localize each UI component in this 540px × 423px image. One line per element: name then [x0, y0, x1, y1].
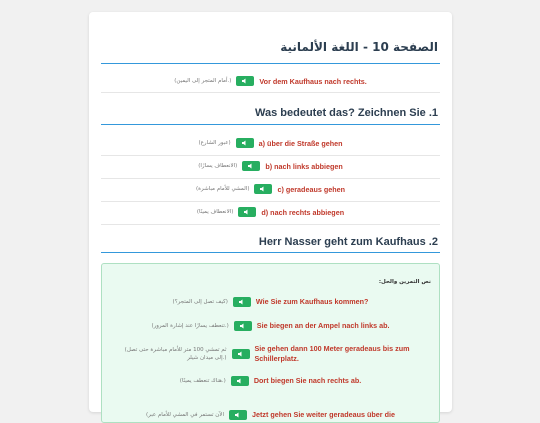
section1-title: Was bedeutet das? Zeichnen Sie .1 — [255, 107, 438, 119]
intro-row — [101, 71, 440, 91]
speaker-icon — [237, 378, 243, 384]
vocab-translation: (الانعطاف يسارًا) — [198, 163, 238, 169]
vocab-german: b) nach links abbiegen — [265, 161, 343, 171]
exercise-label: نص التمرين والحل: — [378, 279, 431, 285]
exercise-line — [108, 297, 433, 307]
section2-divider — [101, 252, 440, 253]
exercise-line — [108, 321, 433, 331]
speaker-icon — [240, 323, 246, 329]
speaker-icon — [244, 209, 250, 215]
intro-german: Vor dem Kaufhaus nach rechts. — [259, 76, 367, 86]
vocab-translation: (عبور الشارع) — [198, 140, 231, 146]
play-audio-button[interactable] — [231, 376, 249, 386]
speaker-icon — [242, 140, 248, 146]
exercise-german: Wie Sie zum Kaufhaus kommen? — [255, 297, 369, 306]
play-audio-button[interactable] — [229, 410, 247, 420]
vocab-german: a) über die Straße gehen — [258, 138, 343, 148]
play-audio-button[interactable] — [232, 349, 250, 359]
exercise-translation: (كيف تصل إلى المتجر؟) — [172, 299, 228, 305]
exercise-box — [101, 263, 440, 423]
vocab-row — [101, 156, 440, 176]
exercise-line — [108, 410, 433, 420]
exercise-translation: (ثم تمشي 100 متر للأمام مباشرة حتى تصل إلى ميدان شيلر.) — [124, 347, 227, 361]
vocab-row — [101, 133, 440, 153]
speaker-icon — [242, 78, 248, 84]
exercise-line — [108, 376, 433, 386]
vocab-translation: (المشي للأمام مباشرة) — [196, 186, 250, 192]
speaker-icon — [239, 299, 245, 305]
exercise-german: Jetzt gehen Sie weiter geradeaus über die — [251, 410, 395, 419]
speaker-icon — [238, 351, 244, 357]
row-divider — [101, 92, 440, 93]
play-audio-button[interactable] — [236, 138, 254, 148]
speaker-icon — [248, 163, 254, 169]
title-divider — [101, 63, 440, 64]
speaker-icon — [235, 412, 241, 418]
section2-title: Herr Nasser geht zum Kaufhaus .2 — [258, 236, 438, 248]
vocab-row — [101, 202, 440, 222]
intro-translation: (أمام المتجر إلى اليمين.) — [174, 78, 232, 84]
page-title: الصفحة 10 - اللغة الألمانية — [280, 40, 438, 54]
play-audio-button[interactable] — [233, 297, 251, 307]
play-audio-button[interactable] — [242, 161, 260, 171]
play-audio-button[interactable] — [234, 321, 252, 331]
exercise-translation: (تنعطف يسارًا عند إشارة المرور.) — [151, 323, 229, 329]
vocab-translation: (الانعطاف يمينًا) — [196, 209, 234, 215]
play-audio-button[interactable] — [238, 207, 256, 217]
exercise-line — [108, 344, 433, 364]
lesson-card — [89, 12, 452, 419]
exercise-german: Sie biegen an der Ampel nach links ab. — [256, 321, 390, 330]
exercise-german: Dort biegen Sie nach rechts ab. — [253, 376, 362, 385]
vocab-german: d) nach rechts abbiegen — [261, 207, 345, 217]
vocab-row — [101, 179, 440, 199]
exercise-translation: (الآن تستمر في المشي للأمام عبر — [146, 412, 224, 418]
exercise-german: Sie gehen dann 100 Meter geradeaus bis zum Schillerplatz. — [254, 344, 410, 363]
vocab-german: c) geradeaus gehen — [277, 184, 345, 194]
row-divider — [101, 224, 440, 225]
play-audio-button[interactable] — [236, 76, 254, 86]
play-audio-button[interactable] — [254, 184, 272, 194]
exercise-translation: (هناك تنعطف يمينًا.) — [179, 378, 226, 384]
speaker-icon — [260, 186, 266, 192]
section1-divider — [101, 124, 440, 125]
